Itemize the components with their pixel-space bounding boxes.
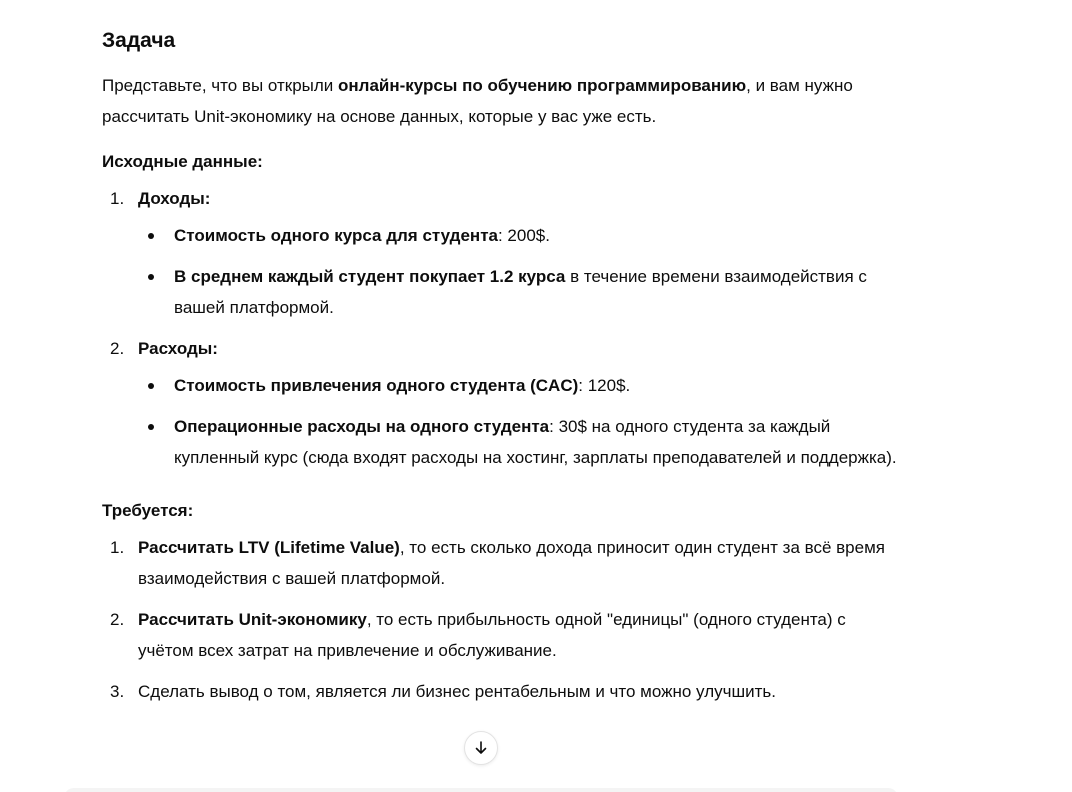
required-label: Требуется: — [102, 501, 194, 520]
bullet-dot — [148, 233, 154, 239]
requirements-list — [102, 532, 902, 707]
list-item: 1. Рассчитать LTV (Lifetime Value), то есть сколько дохода приносит один студент за всё время взаимодействия с вашей платформой. — [110, 538, 885, 588]
list-item: 2. Рассчитать Unit-экономику, то есть прибыльность одной "единицы" (одного студента) с учётом всех затрат на привлечение и обслуживание. — [110, 610, 846, 660]
bullet-dot — [148, 424, 154, 430]
bullet-dot — [148, 383, 154, 389]
bullet-dot — [148, 274, 154, 280]
section-title: Расходы: — [138, 339, 218, 358]
list-item: 2. Расходы: Стоимость привлечения одного студента (CAC): 120$. Операционные расходы на одного студента: 30$ на одного студента за каждый купленный курс (сюда входят расходы на хостинг, зарплаты преподавателей и поддержка). — [102, 333, 902, 473]
intro-paragraph: Представьте, что вы открыли онлайн-курсы по обучению программированию, и вам нужно рассчитать Unit-экономику на основе данных, которые у вас уже есть. — [102, 76, 853, 126]
bullet-item: Стоимость одного курса для студента: 200$. — [138, 220, 902, 251]
bullet-item: Стоимость привлечения одного студента (CAC): 120$. — [138, 370, 902, 401]
assistant-message — [102, 26, 902, 717]
bullet-item: Операционные расходы на одного студента: 30$ на одного студента за каждый купленный курс (сюда входят расходы на хостинг, зарплаты преподавателей и поддержка). — [138, 411, 902, 473]
message-composer[interactable] — [64, 788, 898, 792]
task-heading: Задача — [102, 29, 176, 52]
section-title: Доходы: — [138, 189, 211, 208]
list-item: 1. Доходы: Стоимость одного курса для студента: 200$. В среднем каждый студент покупает 1.2 курса в течение времени взаимодействия с вашей платформой. — [102, 183, 902, 323]
bullet-list — [138, 220, 902, 323]
source-data-label: Исходные данные: — [102, 152, 263, 171]
bullet-list — [138, 370, 902, 473]
list-item: 3. Сделать вывод о том, является ли бизнес рентабельным и что можно улучшить. — [110, 682, 776, 701]
scroll-to-bottom-button[interactable] — [464, 731, 498, 765]
arrow-down-icon — [473, 740, 489, 756]
bullet-item: В среднем каждый студент покупает 1.2 курса в течение времени взаимодействия с вашей платформой. — [138, 261, 902, 323]
source-data-list — [102, 183, 902, 473]
